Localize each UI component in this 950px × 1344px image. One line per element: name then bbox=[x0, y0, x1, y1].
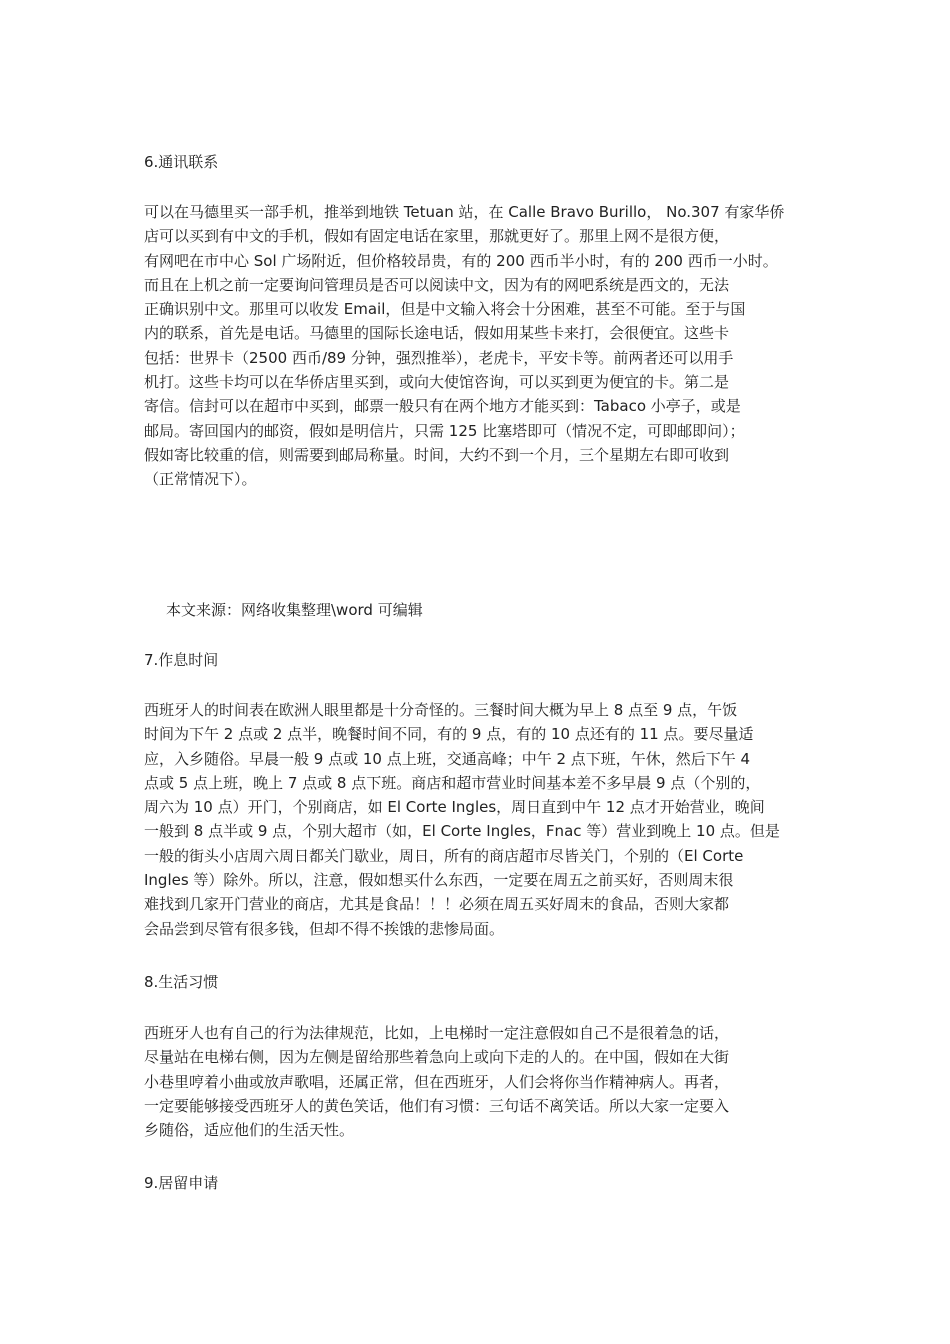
paragraph-line: 一般到 8 点半或 9 点，个别大超市（如，El Corte Ingles，Fnac 等）营业到晚上 10 点。但是 bbox=[144, 822, 780, 841]
paragraph-line: 难找到几家开门营业的商店，尤其是食品！！！必须在周五买好周末的食品，否则大家都 bbox=[144, 895, 730, 914]
paragraph-line: 一般的街头小店周六周日都关门歇业，周日，所有的商店超市尽皆关门，个别的（El Corte bbox=[144, 846, 744, 865]
paragraph-line: Ingles 等）除外。所以，注意，假如想买什么东西，一定要在周五之前买好，否则周末很 bbox=[144, 871, 734, 890]
paragraph-line: 西班牙人也有自己的行为法律规范，比如，上电梯时一定注意假如自己不是很着急的话， bbox=[144, 1024, 730, 1042]
paragraph-line: 时间为下午 2 点或 2 点半，晚餐时间不同，有的 9 点，有的 10 点还有的 11 点。要尽量适 bbox=[144, 725, 754, 744]
paragraph-line: 寄信。信封可以在超市中买到，邮票一般只有在两个地方才能买到：Tabaco 小亭子，或是 bbox=[144, 397, 741, 416]
paragraph-line: 正确识别中文。那里可以收发 Email，但是中文输入将会十分困难，甚至不可能。至于与国 bbox=[144, 300, 746, 319]
section-heading-habits: 8.生活习惯 bbox=[144, 973, 219, 991]
paragraph-line: 内的联系，首先是电话。马德里的国际长途电话，假如用某些卡来打，会很便宜。这些卡 bbox=[144, 324, 730, 343]
paragraph-line: 乡随俗，适应他们的生活天性。 bbox=[144, 1121, 355, 1140]
paragraph-line: 可以在马德里买一部手机，推举到地铁 Tetuan 站，在 Calle Bravo Burillo， No.307 有家华侨 bbox=[144, 203, 785, 221]
paragraph-line: 包括：世界卡（2500 西币/89 分钟，强烈推举），老虎卡，平安卡等。前两者还可以用手 bbox=[144, 348, 734, 367]
paragraph-line: （正常情况下）。 bbox=[144, 470, 257, 489]
source-note: 本文来源：网络收集整理\word 可编辑 bbox=[166, 601, 423, 619]
paragraph-line: 邮局。寄回国内的邮资，假如是明信片，只需 125 比塞塔即可（情况不定，可即邮即问）； bbox=[144, 421, 745, 440]
paragraph-line: 会品尝到尽管有很多钱，但却不得不挨饿的悲惨局面。 bbox=[144, 919, 505, 938]
paragraph-line: 而且在上机之前一定要询问管理员是否可以阅读中文，因为有的网吧系统是西文的，无法 bbox=[144, 275, 730, 294]
paragraph-line: 有网吧在市中心 Sol 广场附近，但价格较昂贵，有的 200 西币半小时，有的 200 西币一小时。 bbox=[144, 251, 778, 270]
paragraph-line: 假如寄比较重的信，则需要到邮局称量。时间，大约不到一个月，三个星期左右即可收到 bbox=[144, 445, 730, 464]
paragraph-communication bbox=[144, 200, 814, 492]
paragraph-line: 店可以买到有中文的手机，假如有固定电话在家里，那就更好了。那里上网不是很方便， bbox=[144, 227, 730, 246]
paragraph-line: 应，入乡随俗。早晨一般 9 点或 10 点上班，交通高峰；中午 2 点下班，午休，然后下午 4 bbox=[144, 749, 751, 768]
section-heading-communication: 6.通讯联系 bbox=[144, 153, 219, 171]
paragraph-line: 周六为 10 点）开门，个别商店，如 El Corte Ingles，周日直到中午 12 点才开始营业，晚间 bbox=[144, 798, 765, 817]
paragraph-line: 点或 5 点上班，晚上 7 点或 8 点下班。商店和超市营业时间基本差不多早晨 9 点（个别的， bbox=[144, 773, 761, 792]
section-heading-residence: 9.居留申请 bbox=[144, 1174, 219, 1192]
paragraph-line: 尽量站在电梯右侧，因为左侧是留给那些着急向上或向下走的人的。在中国，假如在大街 bbox=[144, 1048, 730, 1067]
paragraph-line: 机打。这些卡均可以在华侨店里买到，或向大使馆咨询，可以买到更为便宜的卡。第二是 bbox=[144, 373, 730, 392]
paragraph-habits bbox=[144, 1021, 814, 1142]
section-heading-schedule: 7.作息时间 bbox=[144, 651, 219, 669]
paragraph-line: 西班牙人的时间表在欧洲人眼里都是十分奇怪的。三餐时间大概为早上 8 点至 9 点，午饭 bbox=[144, 701, 738, 719]
paragraph-line: 小巷里哼着小曲或放声歌唱，还属正常，但在西班牙，人们会将你当作精神病人。再者， bbox=[144, 1072, 730, 1091]
paragraph-line: 一定要能够接受西班牙人的黄色笑话，他们有习惯：三句话不离笑话。所以大家一定要入 bbox=[144, 1096, 730, 1115]
paragraph-schedule bbox=[144, 698, 814, 941]
